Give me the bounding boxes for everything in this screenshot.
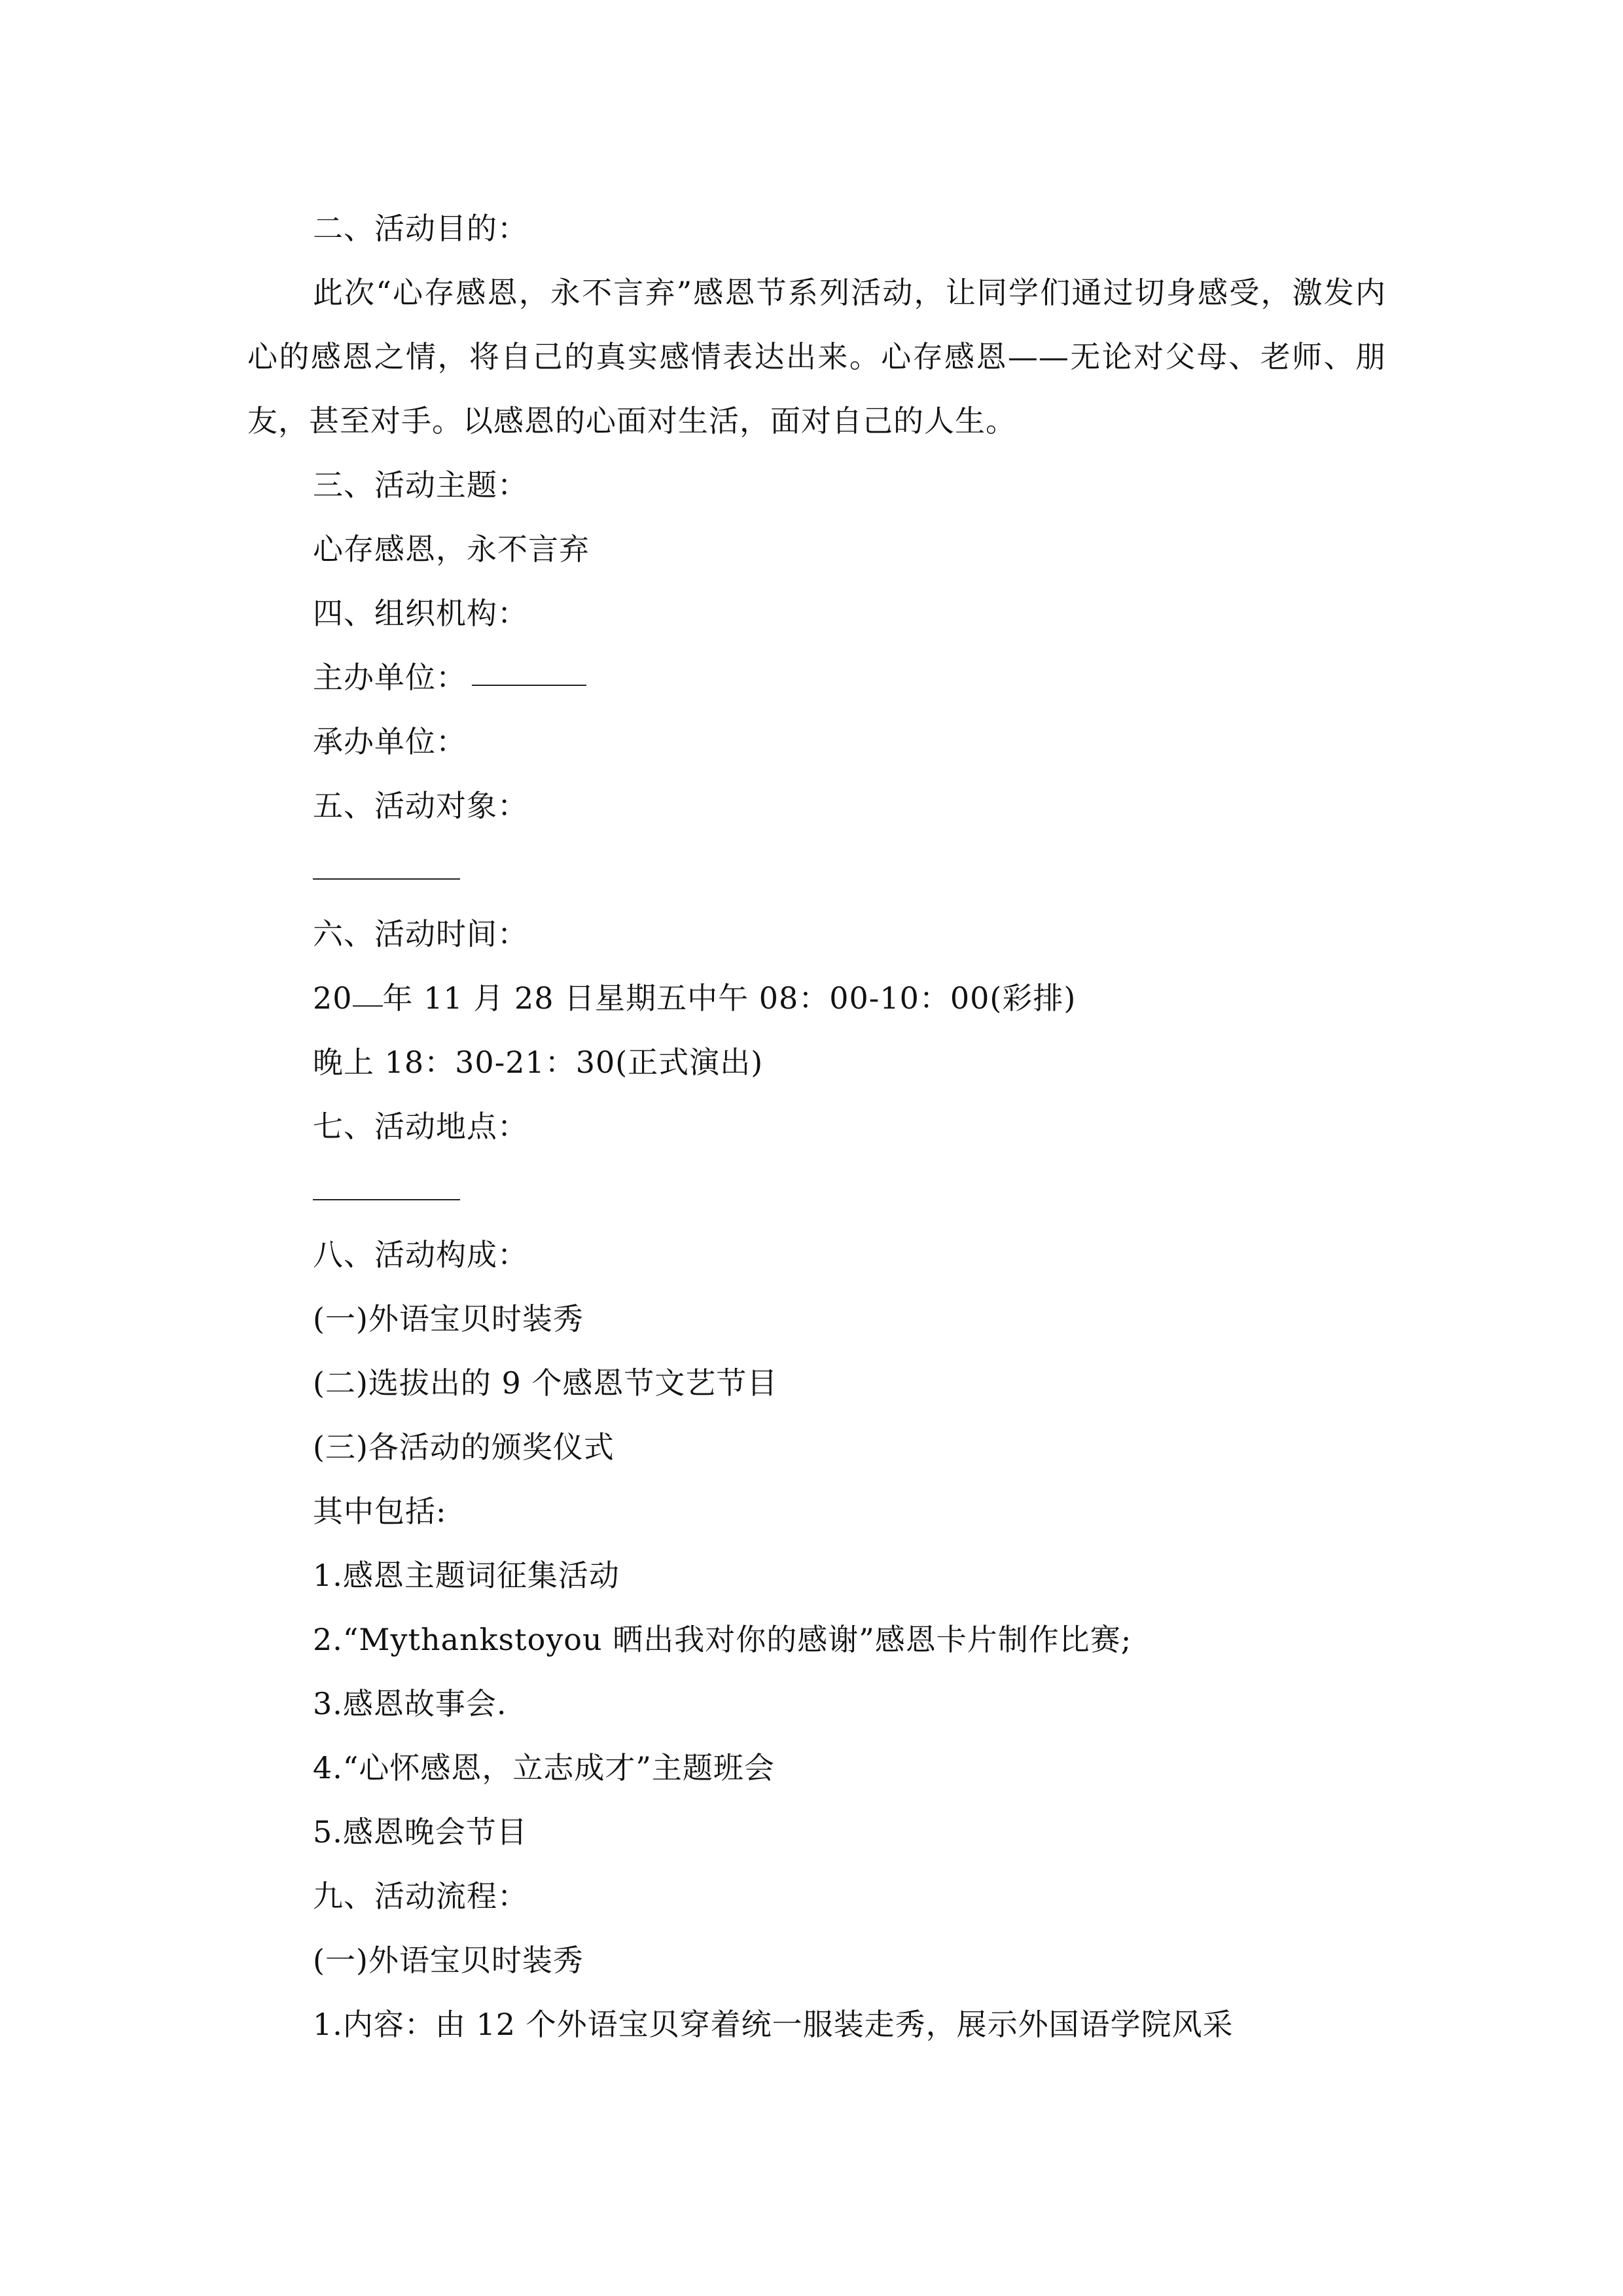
list-item: 2.“Mythankstoyou 晒出我对你的感谢”感恩卡片制作比赛; xyxy=(313,1622,1132,1657)
organizer-unit-label: 承办单位： xyxy=(313,724,467,759)
list-item: (二)选拔出的 9 个感恩节文艺节目 xyxy=(313,1365,778,1401)
section-heading-audience: 五、活动对象： xyxy=(313,788,528,823)
time-line-rehearsal xyxy=(247,966,1386,1030)
time-line-show: 晚上 18：30-21：30(正式演出) xyxy=(313,1045,764,1080)
time-year-blank xyxy=(353,966,383,1007)
section-heading-time: 六、活动时间： xyxy=(313,916,528,952)
document-body xyxy=(247,196,1386,2056)
section-heading-process: 九、活动流程： xyxy=(313,1878,528,1914)
audience-blank-rule xyxy=(313,838,460,880)
time-year-prefix: 20 xyxy=(313,980,353,1016)
venue-blank xyxy=(247,1158,1386,1223)
venue-blank-rule xyxy=(313,1158,460,1200)
section-heading-purpose: 二、活动目的： xyxy=(313,211,528,246)
list-item: 5.感恩晚会节目 xyxy=(313,1814,527,1850)
audience-blank xyxy=(247,838,1386,902)
time-rehearsal-text: 年 11 月 28 日星期五中午 08：00-10：00(彩排) xyxy=(382,980,1077,1016)
theme-text: 心存感恩，永不言弃 xyxy=(313,531,590,567)
section-heading-organization: 四、组织机构： xyxy=(313,596,528,631)
section-heading-venue: 七、活动地点： xyxy=(313,1109,528,1144)
section-heading-theme: 三、活动主题： xyxy=(313,467,528,503)
list-item: 4.“心怀感恩，立志成才”主题班会 xyxy=(313,1750,775,1785)
list-item: 1.感恩主题词征集活动 xyxy=(313,1558,620,1593)
process-item-fashion-show: (一)外语宝贝时装秀 xyxy=(313,1943,584,1978)
list-item: 3.感恩故事会. xyxy=(313,1686,507,1721)
process-item-content: 1.内容：由 12 个外语宝贝穿着统一服装走秀，展示外国语学院风采 xyxy=(313,2007,1234,2042)
section-heading-composition: 八、活动构成： xyxy=(313,1237,528,1272)
paragraph-purpose: 此次“心存感恩，永不言弃”感恩节系列活动，让同学们通过切身感受，激发内心的感恩之情，将自己的真实感情表达出来。心存感恩——无论对父母、老师、朋友，甚至对手。以感恩的心面对生活，面对自己的人生。 xyxy=(247,275,1386,439)
list-item: (一)外语宝贝时装秀 xyxy=(313,1301,584,1336)
list-item: (三)各活动的颁奖仪式 xyxy=(313,1429,615,1465)
host-unit-label: 主办单位： xyxy=(313,660,467,695)
host-unit-line xyxy=(247,645,1386,709)
host-unit-blank xyxy=(472,645,586,686)
includes-label: 其中包括: xyxy=(313,1494,447,1529)
